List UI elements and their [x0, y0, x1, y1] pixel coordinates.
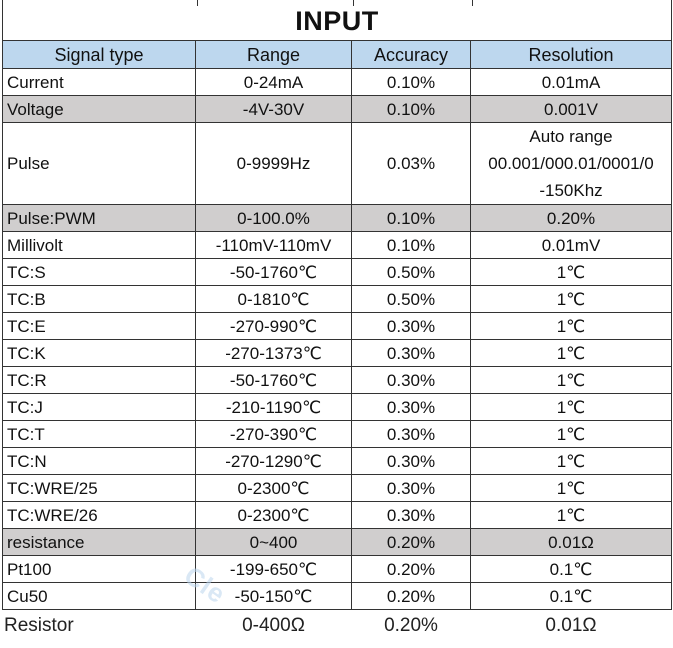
cell-accuracy: 0.10% [352, 232, 471, 259]
cell-resolution: 1℃ [471, 475, 672, 502]
cell-accuracy: 0.30% [352, 394, 471, 421]
table-row [3, 394, 672, 421]
table-row [3, 448, 672, 475]
table-row [3, 583, 672, 610]
cell-resolution: 1℃ [471, 502, 672, 529]
cell-accuracy: 0.30% [352, 502, 471, 529]
cell-accuracy: 0.30% [352, 367, 471, 394]
table-row [3, 259, 672, 286]
cell-accuracy: 0.30% [352, 340, 471, 367]
table-row [3, 529, 672, 556]
cell-range: 0~400 [196, 529, 352, 556]
cell-signal-type: TC:R [3, 367, 196, 394]
cell-accuracy: 0.30% [352, 475, 471, 502]
header-signal-type: Signal type [3, 41, 196, 69]
cell-signal-type: TC:K [3, 340, 196, 367]
title-row [3, 0, 672, 41]
cell-range: -270-990℃ [196, 313, 352, 340]
cell-accuracy: 0.20% [352, 583, 471, 610]
cell-range: -50-1760℃ [196, 259, 352, 286]
cell-accuracy: 0.10% [352, 69, 471, 96]
cell-signal-type: TC:WRE/25 [3, 475, 196, 502]
cell-range: -110mV-110mV [196, 232, 352, 259]
cell-accuracy: 0.03% [352, 123, 471, 205]
cell-accuracy: 0.30% [352, 313, 471, 340]
cell-range: -199-650℃ [196, 556, 352, 583]
cell-accuracy: 0.30% [352, 448, 471, 475]
cell-resolution: 1℃ [471, 394, 672, 421]
cell-accuracy: 0.30% [352, 421, 471, 448]
cell-resolution: 0.01Ω [471, 610, 672, 641]
table-row [3, 502, 672, 529]
input-spec-table [2, 0, 672, 640]
cell-range: -50-1760℃ [196, 367, 352, 394]
cell-signal-type: TC:N [3, 448, 196, 475]
table-row [3, 475, 672, 502]
resolution-line: Auto range [529, 127, 613, 146]
cell-accuracy: 0.20% [352, 529, 471, 556]
cell-resolution: 1℃ [471, 286, 672, 313]
cell-signal-type: Pt100 [3, 556, 196, 583]
cell-accuracy: 0.20% [352, 556, 471, 583]
table-row [3, 313, 672, 340]
cell-accuracy: 0.50% [352, 286, 471, 313]
cell-range: 0-100.0% [196, 205, 352, 232]
cell-signal-type: Cu50 [3, 583, 196, 610]
cell-range: 0-2300℃ [196, 502, 352, 529]
cell-resolution: 1℃ [471, 367, 672, 394]
table-row [3, 421, 672, 448]
cell-range: -270-1373℃ [196, 340, 352, 367]
cell-resolution: 1℃ [471, 340, 672, 367]
table-row [3, 232, 672, 259]
cell-signal-type: Millivolt [3, 232, 196, 259]
cell-range: 0-9999Hz [196, 123, 352, 205]
cell-range: 0-2300℃ [196, 475, 352, 502]
cell-resolution: 0.1℃ [471, 583, 672, 610]
table-title: INPUT [3, 0, 672, 41]
cell-signal-type: TC:B [3, 286, 196, 313]
table-row [3, 556, 672, 583]
table-row [3, 610, 672, 641]
header-resolution: Resolution [471, 41, 672, 69]
cell-resolution: 0.001V [471, 96, 672, 123]
cell-signal-type: Current [3, 69, 196, 96]
cell-signal-type: TC:WRE/26 [3, 502, 196, 529]
cell-resolution: 0.1℃ [471, 556, 672, 583]
cell-resolution: 1℃ [471, 313, 672, 340]
cell-resolution: 0.01Ω [471, 529, 672, 556]
cell-resolution: 1℃ [471, 448, 672, 475]
cell-accuracy: 0.20% [352, 610, 471, 641]
cell-signal-type: Resistor [3, 610, 196, 641]
cell-range: 0-400Ω [196, 610, 352, 641]
cell-signal-type: TC:E [3, 313, 196, 340]
cell-resolution: 1℃ [471, 421, 672, 448]
cell-signal-type: TC:J [3, 394, 196, 421]
cell-signal-type: TC:T [3, 421, 196, 448]
spec-sheet [2, 0, 671, 640]
cell-signal-type: Pulse:PWM [3, 205, 196, 232]
watermark: Cle [178, 560, 232, 610]
resolution-line: -150Khz [539, 181, 603, 200]
table-row [3, 69, 672, 96]
header-accuracy: Accuracy [352, 41, 471, 69]
cell-resolution: 0.01mV [471, 232, 672, 259]
table-row [3, 367, 672, 394]
table-row [3, 205, 672, 232]
table-row [3, 340, 672, 367]
cell-range: -270-390℃ [196, 421, 352, 448]
table-row [3, 96, 672, 123]
header-row [3, 41, 672, 69]
cell-range: -4V-30V [196, 96, 352, 123]
cell-resolution: 0.20% [471, 205, 672, 232]
cell-signal-type: TC:S [3, 259, 196, 286]
cell-accuracy: 0.10% [352, 96, 471, 123]
header-range: Range [196, 41, 352, 69]
cell-signal-type: Voltage [3, 96, 196, 123]
cell-accuracy: 0.50% [352, 259, 471, 286]
cell-range: 0-1810℃ [196, 286, 352, 313]
cell-range: -50-150℃ [196, 583, 352, 610]
cell-resolution [471, 123, 672, 205]
table-body [3, 69, 672, 641]
cell-resolution: 1℃ [471, 259, 672, 286]
cell-signal-type: resistance [3, 529, 196, 556]
cell-range: -210-1190℃ [196, 394, 352, 421]
table-row [3, 286, 672, 313]
resolution-line: 00.001/000.01/0001/0 [488, 154, 654, 173]
cell-range: 0-24mA [196, 69, 352, 96]
cell-resolution: 0.01mA [471, 69, 672, 96]
cell-range: -270-1290℃ [196, 448, 352, 475]
cell-accuracy: 0.10% [352, 205, 471, 232]
cell-signal-type: Pulse [3, 123, 196, 205]
table-row [3, 123, 672, 205]
